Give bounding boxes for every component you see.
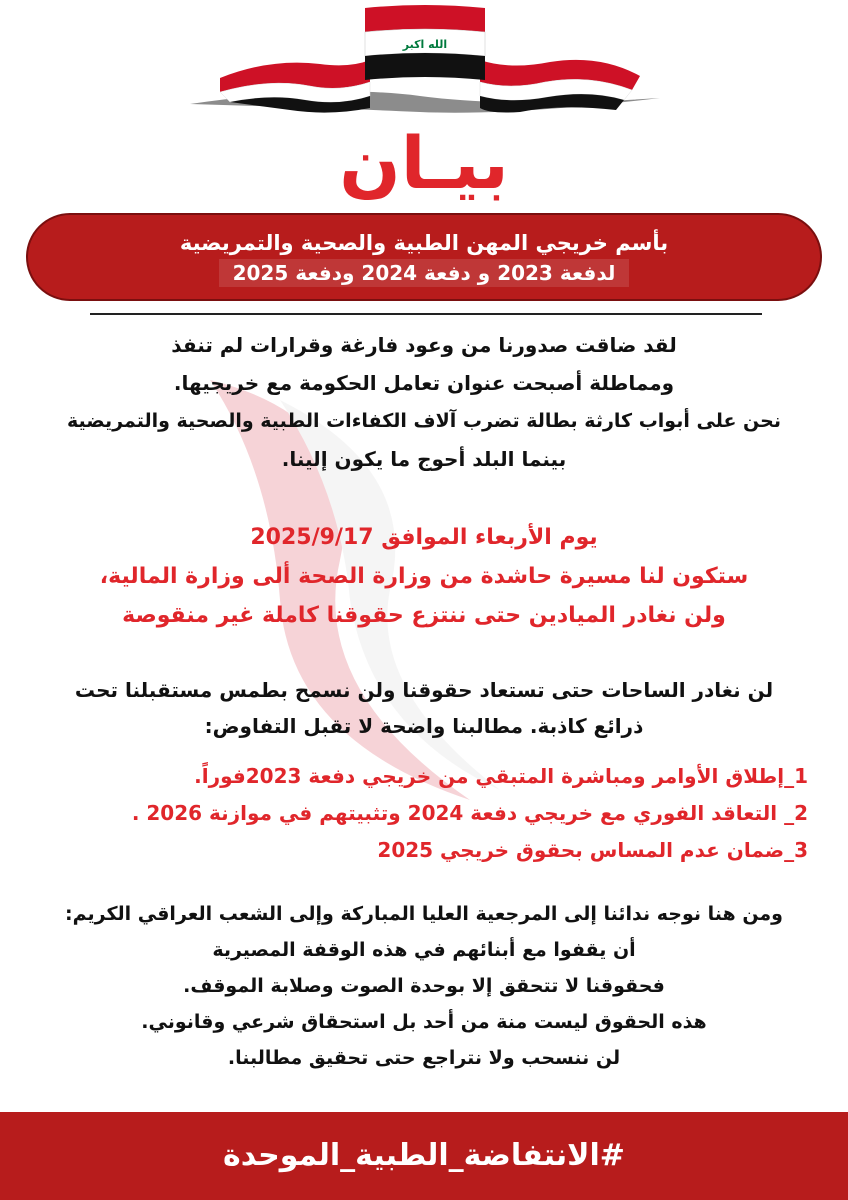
flag-emblem-text: الله اكبر [402,38,448,51]
iraqi-flag-ribbon [180,0,670,120]
closing-line: لن ننسحب ولا نتراجع حتى تحقيق مطالبنا. [227,1047,621,1069]
announcement-line: ستكون لنا مسيرة حاشدة من وزارة الصحة ألى وزارة المالية، [99,564,749,589]
middle-paragraph [0,672,848,744]
hashtag-footer: #الانتفاضة_الطبية_الموحدة [0,1112,848,1200]
demand-item: 3_ضمان عدم المساس بحقوق خريجي 2025 [377,838,808,862]
divider [90,313,762,315]
middle-line: لن نغادر الساحات حتى تستعاد حقوقنا ولن نسمح بطمس مستقبلنا تحت [74,678,774,702]
closing-line: فحقوقنا لا تتحقق إلا بوحدة الصوت وصلابة الموقف. [183,975,665,997]
header-banner [26,213,822,301]
intro-paragraph [0,326,848,478]
page-title: بيـان [339,121,509,205]
closing-paragraph [0,896,848,1076]
demands-list [28,758,808,869]
intro-line: نحن على أبواب كارثة بطالة تضرب آلاف الكفاءات الطبية والصحية والتمريضية [67,410,781,432]
intro-line: ومماطلة أصبحت عنوان تعامل الحكومة مع خريجيها. [173,371,675,395]
middle-line: ذرائع كاذبة. مطالبنا واضحة لا تقبل التفاوض: [204,714,644,738]
announcement-line: ولن نغادر الميادين حتى ننتزع حقوقنا كاملة غير منقوصة [122,603,726,628]
closing-line: أن يقفوا مع أبنائهم في هذه الوقفة المصيرية [212,939,636,961]
closing-line: هذه الحقوق ليست منة من أحد بل استحقاق شرعي وقانوني. [141,1011,707,1033]
march-announcement [0,518,848,635]
intro-line: لقد ضاقت صدورنا من وعود فارغة وقرارات لم تنفذ [171,333,677,357]
demand-item: 2_ التعاقد الفوري مع خريجي دفعة 2024 وتثبيتهم في موازنة 2026 . [131,801,808,825]
intro-line: بينما البلد أحوج ما يكون إلينا. [281,447,567,471]
announcement-date: يوم الأربعاء الموافق 2025/9/17 [250,525,598,550]
demand-item: 1_إطلاق الأوامر ومباشرة المتبقي من خريجي دفعة 2023فوراً. [194,764,808,788]
closing-line: ومن هنا نوجه ندائنا إلى المرجعية العليا المباركة وإلى الشعب العراقي الكريم: [65,903,783,925]
banner-line-1: بأسم خريجي المهن الطبية والصحية والتمريضية [179,231,669,255]
banner-line-2: لدفعة 2023 و دفعة 2024 ودفعة 2025 [219,259,630,287]
